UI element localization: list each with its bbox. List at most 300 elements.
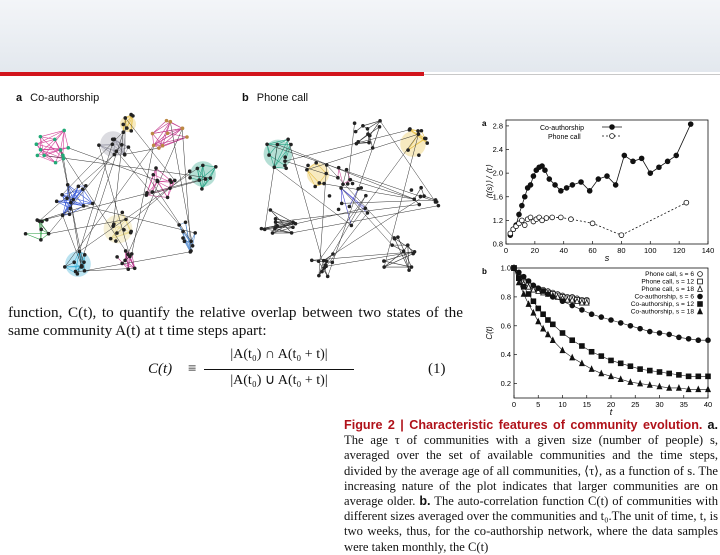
data-point	[638, 367, 643, 372]
network-node	[419, 186, 423, 190]
network-node	[406, 243, 410, 247]
network-node	[166, 196, 170, 200]
network-edge	[39, 155, 114, 222]
network-node	[125, 126, 129, 130]
network-edge	[125, 128, 182, 260]
legend-label: Phone call, s = 6	[645, 271, 694, 278]
x-axis-label: s	[605, 253, 610, 263]
network-node	[290, 231, 294, 235]
equation-lhs: C(t)	[148, 361, 172, 378]
x-tick-label: 80	[617, 246, 625, 255]
data-point	[648, 171, 653, 176]
age-vs-size-chart	[480, 114, 712, 266]
x-tick-label: 120	[673, 246, 686, 255]
co-authorship-network-graph	[18, 104, 238, 294]
data-point	[570, 338, 575, 343]
network-node	[324, 172, 328, 176]
network-node	[39, 148, 43, 152]
network-edge	[307, 134, 419, 170]
network-node	[60, 193, 64, 197]
data-point	[517, 212, 522, 217]
network-node	[113, 153, 117, 157]
network-node	[184, 220, 188, 224]
network-node	[173, 179, 177, 183]
legend-label: Co-authorship, s = 12	[631, 301, 695, 308]
network-node	[189, 249, 193, 253]
panel-a-label	[16, 92, 99, 104]
data-point	[558, 215, 563, 220]
network-edge	[288, 139, 324, 268]
network-node	[273, 227, 277, 231]
network-node	[313, 185, 317, 189]
network-node	[152, 143, 156, 147]
network-edge	[319, 196, 366, 262]
network-node	[368, 134, 372, 138]
network-node	[169, 120, 173, 124]
network-node	[24, 232, 28, 236]
network-node	[109, 237, 113, 241]
network-node	[434, 198, 438, 202]
y-tick-label: 2.8	[493, 121, 503, 130]
data-point	[536, 319, 541, 324]
data-point	[580, 307, 585, 312]
network-node	[54, 161, 58, 165]
network-node	[151, 132, 155, 136]
x-tick-label: 20	[607, 400, 615, 409]
network-edge	[64, 130, 68, 147]
data-point	[547, 177, 552, 182]
x-tick-label: 100	[644, 246, 657, 255]
network-node	[197, 178, 201, 182]
data-point	[706, 338, 711, 343]
network-node	[115, 255, 119, 259]
network-node	[165, 119, 169, 123]
network-node	[345, 168, 349, 172]
y-tick-label: 1.2	[493, 216, 503, 225]
network-node	[122, 228, 126, 232]
network-node	[354, 130, 358, 134]
data-point	[579, 180, 584, 185]
data-point	[686, 374, 691, 379]
network-node	[181, 126, 185, 130]
data-point	[609, 358, 614, 363]
network-node	[39, 238, 43, 242]
network-node	[419, 195, 423, 199]
data-point	[580, 360, 585, 365]
data-point	[657, 331, 662, 336]
data-point	[618, 320, 623, 325]
network-node	[291, 225, 295, 229]
network-node	[193, 231, 197, 235]
network-node	[366, 211, 370, 215]
network-node	[331, 252, 335, 256]
network-node	[305, 168, 309, 172]
network-node	[269, 208, 273, 212]
legend-marker	[698, 272, 703, 277]
network-node	[284, 166, 288, 170]
network-node	[68, 207, 72, 211]
data-point	[560, 299, 565, 304]
network-node	[82, 260, 86, 264]
network-node	[151, 190, 155, 194]
network-node	[65, 197, 69, 201]
data-point	[706, 374, 711, 379]
data-point	[521, 274, 526, 279]
network-node	[188, 169, 192, 173]
header-red-rule	[0, 72, 424, 76]
network-node	[406, 148, 410, 152]
network-node	[349, 178, 353, 182]
network-node	[364, 194, 368, 198]
network-node	[425, 141, 429, 145]
panel-b-letter: b	[242, 92, 249, 104]
x-tick-label: 10	[558, 400, 566, 409]
network-node	[322, 259, 326, 263]
network-node	[351, 182, 355, 186]
network-edge	[156, 168, 157, 180]
legend-marker	[698, 286, 703, 291]
network-node	[378, 125, 382, 129]
data-point	[589, 366, 594, 371]
data-point	[531, 174, 536, 179]
panel-a-letter: a	[16, 92, 22, 104]
data-point	[665, 159, 670, 164]
network-node	[331, 261, 335, 265]
data-point	[596, 177, 601, 182]
y-tick-label: 1.6	[493, 192, 503, 201]
data-point	[522, 194, 527, 199]
network-edge	[156, 168, 170, 180]
network-node	[78, 250, 82, 254]
network-node	[131, 114, 135, 118]
data-point	[528, 183, 533, 188]
autocorrelation-chart	[480, 262, 712, 414]
network-node	[413, 250, 417, 254]
network-node	[317, 259, 321, 263]
network-node	[39, 228, 43, 232]
data-point	[647, 368, 652, 373]
data-point	[522, 223, 527, 228]
y-tick-label: 0.8	[501, 292, 511, 301]
network-node	[120, 143, 124, 147]
x-tick-label: 140	[702, 246, 715, 255]
data-point	[521, 284, 526, 289]
legend-marker	[698, 279, 703, 284]
network-node	[367, 141, 371, 145]
network-node	[72, 260, 76, 264]
data-point	[657, 370, 662, 375]
y-tick-label: 2.0	[493, 169, 503, 178]
network-node	[74, 270, 78, 274]
network-node	[291, 221, 295, 225]
network-edge	[26, 234, 41, 240]
network-edge	[322, 196, 366, 272]
network-node	[263, 228, 267, 232]
network-node	[111, 224, 115, 228]
y-tick-label: 0.8	[493, 240, 503, 249]
network-edge	[84, 206, 196, 233]
data-point	[609, 318, 614, 323]
x-tick-label: 15	[583, 400, 591, 409]
data-point	[657, 165, 662, 170]
network-node	[77, 185, 81, 189]
network-edge	[125, 118, 175, 180]
data-point	[667, 332, 672, 337]
x-axis-label: t	[610, 407, 613, 417]
network-edge	[350, 180, 414, 199]
data-point	[519, 218, 524, 223]
data-point	[613, 183, 618, 188]
network-node	[271, 231, 275, 235]
network-node	[324, 263, 328, 267]
data-point	[541, 289, 546, 294]
network-node	[364, 206, 368, 210]
network-edge	[65, 145, 154, 267]
network-node	[185, 135, 189, 139]
legend-label: Co-authorship	[540, 125, 584, 132]
network-node	[437, 204, 441, 208]
data-point	[541, 312, 546, 317]
data-point	[564, 186, 569, 191]
data-point	[546, 318, 551, 323]
legend-marker	[698, 294, 703, 299]
legend-label: Phone call, s = 12	[641, 279, 694, 286]
network-node	[145, 193, 149, 197]
caption-b-label: b.	[419, 494, 430, 508]
network-node	[83, 253, 87, 257]
network-node	[410, 188, 414, 192]
data-point	[638, 326, 643, 331]
network-node	[337, 208, 341, 212]
network-node	[348, 205, 352, 209]
data-point	[599, 371, 604, 376]
network-node	[325, 163, 329, 167]
network-node	[123, 152, 127, 156]
network-node	[416, 129, 420, 133]
data-point	[521, 291, 526, 296]
network-node	[61, 154, 65, 158]
body-paragraph: function, C(t), to quantify the relative overlap between two states of the same community A(t) at t time steps apart:	[8, 304, 463, 340]
data-point	[628, 364, 633, 369]
network-node	[382, 265, 386, 269]
data-point	[570, 183, 575, 188]
data-point	[550, 322, 555, 327]
legend-marker	[610, 134, 615, 139]
network-node	[265, 142, 269, 146]
network-node	[310, 258, 314, 262]
network-node	[410, 265, 414, 269]
network-node	[169, 180, 173, 184]
data-point	[536, 286, 541, 291]
network-node	[114, 239, 118, 243]
network-node	[80, 264, 84, 268]
network-node	[286, 138, 290, 142]
network-node	[177, 223, 181, 227]
network-node	[127, 145, 131, 149]
network-node	[314, 161, 318, 165]
data-point	[677, 335, 682, 340]
y-tick-label: 0.2	[501, 379, 511, 388]
panel-b-label	[242, 92, 308, 104]
legend-marker	[610, 125, 615, 130]
data-point	[536, 306, 541, 311]
data-point	[531, 283, 536, 288]
network-node	[55, 200, 59, 204]
data-point	[526, 279, 531, 284]
data-point	[546, 292, 551, 297]
network-node	[120, 262, 124, 266]
slide-header-band	[0, 0, 720, 72]
network-node	[424, 137, 428, 141]
data-point	[628, 323, 633, 328]
y-tick-label: 0.6	[501, 321, 511, 330]
legend-label: Phone call	[548, 134, 581, 141]
network-node	[69, 201, 73, 205]
network-node	[129, 129, 133, 133]
legend-label: Co-authorship, s = 18	[631, 309, 695, 316]
network-node	[214, 165, 218, 169]
x-tick-label: 5	[536, 400, 540, 409]
legend-label: Co-authorship, s = 6	[634, 294, 694, 301]
network-node	[91, 202, 95, 206]
caption-a-text: The age τ of communities with a given size (number of people) s, averaged over the set of available communities and the time steps, divided by the average age of all communities, ⟨τ⟩, as a function of s. The increasing nature of the plot indicates that larger communities are on average older.	[344, 433, 718, 508]
network-edge	[285, 130, 409, 161]
network-node	[346, 182, 350, 186]
data-point	[647, 329, 652, 334]
data-point	[684, 200, 689, 205]
network-edge	[312, 252, 415, 261]
network-node	[306, 164, 310, 168]
data-point	[677, 372, 682, 377]
data-point	[580, 344, 585, 349]
data-point	[526, 292, 531, 297]
network-node	[122, 130, 126, 134]
network-node	[83, 269, 87, 273]
network-edge	[324, 196, 424, 261]
phone-call-network-graph	[238, 104, 460, 294]
network-node	[267, 153, 271, 157]
x-tick-label: 20	[531, 246, 539, 255]
data-point	[622, 153, 627, 158]
network-node	[274, 220, 278, 224]
header-grey-rule	[424, 74, 720, 75]
network-node	[129, 230, 133, 234]
community-highlight	[400, 131, 426, 157]
network-node	[154, 166, 158, 170]
network-node	[341, 182, 345, 186]
network-node	[123, 259, 127, 263]
equation-number: (1)	[428, 361, 446, 378]
network-node	[151, 173, 155, 177]
data-point	[570, 355, 575, 360]
network-node	[68, 212, 72, 216]
network-node	[133, 266, 137, 270]
data-point	[531, 299, 536, 304]
network-node	[115, 149, 119, 153]
network-node	[45, 218, 49, 222]
equation-equiv-sign: ≡	[188, 361, 196, 378]
x-tick-label: 30	[655, 400, 663, 409]
network-node	[121, 123, 125, 127]
network-node	[417, 203, 421, 207]
network-node	[408, 128, 412, 132]
network-node	[61, 214, 65, 218]
network-node	[201, 164, 205, 168]
network-node	[35, 142, 39, 146]
equation-1	[148, 345, 468, 397]
network-node	[407, 268, 411, 272]
network-node	[47, 232, 51, 236]
caption-b-text: The auto-correlation function C(t) of communities with different sizes averaged over the communities and t₀.The unit of time, t, is two weeks, thus, for the co-authorship network, where the data samples were taken monthly, the C(t)	[344, 494, 718, 554]
data-point	[570, 303, 575, 308]
network-node	[317, 274, 321, 278]
network-node	[339, 186, 343, 190]
data-point	[667, 371, 672, 376]
network-node	[168, 186, 172, 190]
network-edge	[193, 233, 196, 246]
legend-label: Phone call, s = 18	[641, 286, 694, 293]
network-node	[115, 231, 119, 235]
network-node	[356, 140, 360, 144]
data-point	[587, 188, 592, 193]
network-node	[183, 240, 187, 244]
data-point	[674, 153, 679, 158]
network-edge	[79, 168, 197, 251]
network-node	[62, 157, 66, 161]
network-node	[317, 181, 321, 185]
network-node	[59, 148, 63, 152]
network-node	[350, 224, 354, 228]
equation-denominator: |A(t₀) ∪ A(t₀ + t)|	[204, 372, 354, 389]
network-node	[336, 176, 340, 180]
panel-letter: b	[482, 267, 487, 276]
network-node	[53, 138, 57, 142]
caption-title: Figure 2 | Characteristic features of community evolution.	[344, 418, 702, 432]
network-node	[124, 218, 128, 222]
network-node	[124, 249, 128, 253]
network-node	[191, 244, 195, 248]
network-node	[126, 267, 130, 271]
x-tick-label: 35	[680, 400, 688, 409]
x-tick-label: 40	[704, 400, 712, 409]
x-tick-label: 60	[588, 246, 596, 255]
network-node	[188, 176, 192, 180]
network-node	[63, 265, 67, 269]
network-node	[417, 132, 421, 136]
network-node	[84, 184, 88, 188]
network-node	[393, 237, 397, 241]
network-node	[111, 137, 115, 141]
network-node	[39, 135, 43, 139]
network-node	[361, 124, 365, 128]
network-node	[322, 182, 326, 186]
data-point	[590, 221, 595, 226]
y-tick-label: 0.4	[501, 350, 511, 359]
data-point	[560, 331, 565, 336]
network-node	[260, 227, 264, 231]
data-point	[688, 122, 693, 127]
data-point	[589, 312, 594, 317]
caption-a-label: a.	[707, 418, 718, 432]
network-node	[166, 131, 170, 135]
network-node	[161, 144, 165, 148]
data-point	[599, 315, 604, 320]
data-point	[553, 183, 558, 188]
data-point	[618, 361, 623, 366]
y-tick-label: 2.4	[493, 145, 503, 154]
network-node	[181, 236, 185, 240]
data-point	[526, 301, 531, 306]
